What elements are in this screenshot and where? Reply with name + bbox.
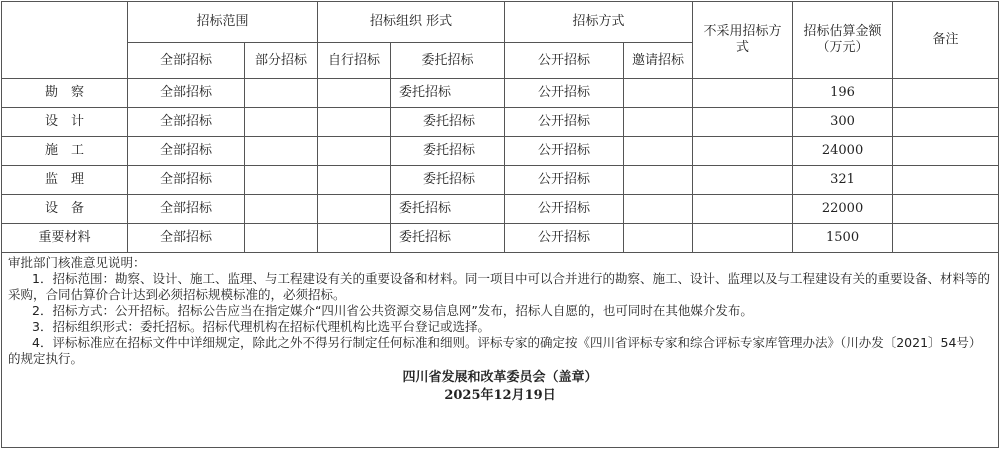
row-invite <box>624 166 693 195</box>
table-row <box>2 224 999 253</box>
row-scope: 全部招标 <box>128 195 245 224</box>
row-partial <box>245 79 318 108</box>
row-remark <box>893 166 999 195</box>
header-invite: 邀请招标 <box>624 43 693 79</box>
notes-item: 4．评标标准应在招标文件中详细规定，除此之外不得另行制定任何标准和细则。评标专家的确定按《四川省评标专家和综合评标专家库管理办法》（川办发〔2021〕54号）的规定执行。 <box>8 335 982 366</box>
header-estimate: 招标估算金额 （万元） <box>793 2 893 79</box>
row-scope: 全部招标 <box>128 137 245 166</box>
notes-row <box>2 253 999 448</box>
row-remark <box>893 137 999 166</box>
header-self: 自行招标 <box>318 43 391 79</box>
row-no-tender <box>693 79 793 108</box>
row-partial <box>245 108 318 137</box>
row-invite <box>624 195 693 224</box>
row-scope: 全部招标 <box>128 224 245 253</box>
row-name: 重要材料 <box>2 224 128 253</box>
header-full: 全部招标 <box>128 43 245 79</box>
header-scope: 招标范围 <box>128 2 318 43</box>
row-org: 委托招标 <box>391 108 505 137</box>
row-partial <box>245 195 318 224</box>
table-row <box>2 137 999 166</box>
row-self <box>318 79 391 108</box>
row-method: 公开招标 <box>505 137 624 166</box>
row-method: 公开招标 <box>505 195 624 224</box>
row-amount: 300 <box>793 108 893 137</box>
row-amount: 196 <box>793 79 893 108</box>
row-scope: 全部招标 <box>128 108 245 137</box>
notes-item: 2．招标方式：公开招标。招标公告应当在指定媒介“四川省公共资源交易信息网”发布，招标人自愿的，也可同时在其他媒介发布。 <box>32 303 753 318</box>
row-name: 勘 察 <box>2 79 128 108</box>
row-method: 公开招标 <box>505 108 624 137</box>
approval-notes <box>2 253 999 448</box>
row-amount: 24000 <box>793 137 893 166</box>
tender-table <box>1 1 999 448</box>
header-org-form: 招标组织 形式 <box>318 2 505 43</box>
row-name: 设 备 <box>2 195 128 224</box>
notes-title: 审批部门核准意见说明： <box>8 255 146 270</box>
table-row <box>2 195 999 224</box>
table-row <box>2 166 999 195</box>
row-self <box>318 137 391 166</box>
row-name: 设 计 <box>2 108 128 137</box>
header-partial: 部分招标 <box>245 43 318 79</box>
notes-item: 3．招标组织形式：委托招标。招标代理机构在招标代理机构比选平台登记或选择。 <box>32 319 490 334</box>
row-name: 监 理 <box>2 166 128 195</box>
row-invite <box>624 79 693 108</box>
row-remark <box>893 224 999 253</box>
row-self <box>318 166 391 195</box>
row-partial <box>245 166 318 195</box>
row-remark <box>893 108 999 137</box>
header-open: 公开招标 <box>505 43 624 79</box>
notes-item: 1．招标范围：勘察、设计、施工、监理、与工程建设有关的重要设备和材料。同一项目中可以合并进行的勘察、施工、设计、监理以及与工程建设有关的重要设备、材料等的采购，合同估算价合计达到必须招标规模标准的，必须招标。 <box>8 271 990 302</box>
row-name: 施 工 <box>2 137 128 166</box>
row-partial <box>245 224 318 253</box>
row-method: 公开招标 <box>505 79 624 108</box>
row-org: 委托招标 <box>391 166 505 195</box>
table-row <box>2 108 999 137</box>
row-invite <box>624 224 693 253</box>
header-entrusted: 委托招标 <box>391 43 505 79</box>
row-remark <box>893 79 999 108</box>
approval-date: 2025年12月19日 <box>444 388 556 403</box>
row-remark <box>893 195 999 224</box>
corner-cell <box>2 2 128 79</box>
row-method: 公开招标 <box>505 166 624 195</box>
header-row-1 <box>2 2 999 43</box>
row-amount: 22000 <box>793 195 893 224</box>
row-no-tender <box>693 224 793 253</box>
row-no-tender <box>693 195 793 224</box>
row-amount: 1500 <box>793 224 893 253</box>
row-invite <box>624 137 693 166</box>
row-scope: 全部招标 <box>128 79 245 108</box>
row-org: 委托招标 <box>391 195 505 224</box>
approval-org: 四川省发展和改革委员会（盖章） <box>402 370 598 385</box>
row-org: 委托招标 <box>391 79 505 108</box>
row-no-tender <box>693 166 793 195</box>
row-no-tender <box>693 108 793 137</box>
header-remark: 备注 <box>893 2 999 79</box>
row-scope: 全部招标 <box>128 166 245 195</box>
row-method: 公开招标 <box>505 224 624 253</box>
row-invite <box>624 108 693 137</box>
row-amount: 321 <box>793 166 893 195</box>
row-self <box>318 224 391 253</box>
row-org: 委托招标 <box>391 224 505 253</box>
header-no-tender: 不采用招标方式 <box>693 2 793 79</box>
row-self <box>318 195 391 224</box>
row-org: 委托招标 <box>391 137 505 166</box>
row-no-tender <box>693 137 793 166</box>
table-row <box>2 79 999 108</box>
row-partial <box>245 137 318 166</box>
header-method: 招标方式 <box>505 2 693 43</box>
row-self <box>318 108 391 137</box>
